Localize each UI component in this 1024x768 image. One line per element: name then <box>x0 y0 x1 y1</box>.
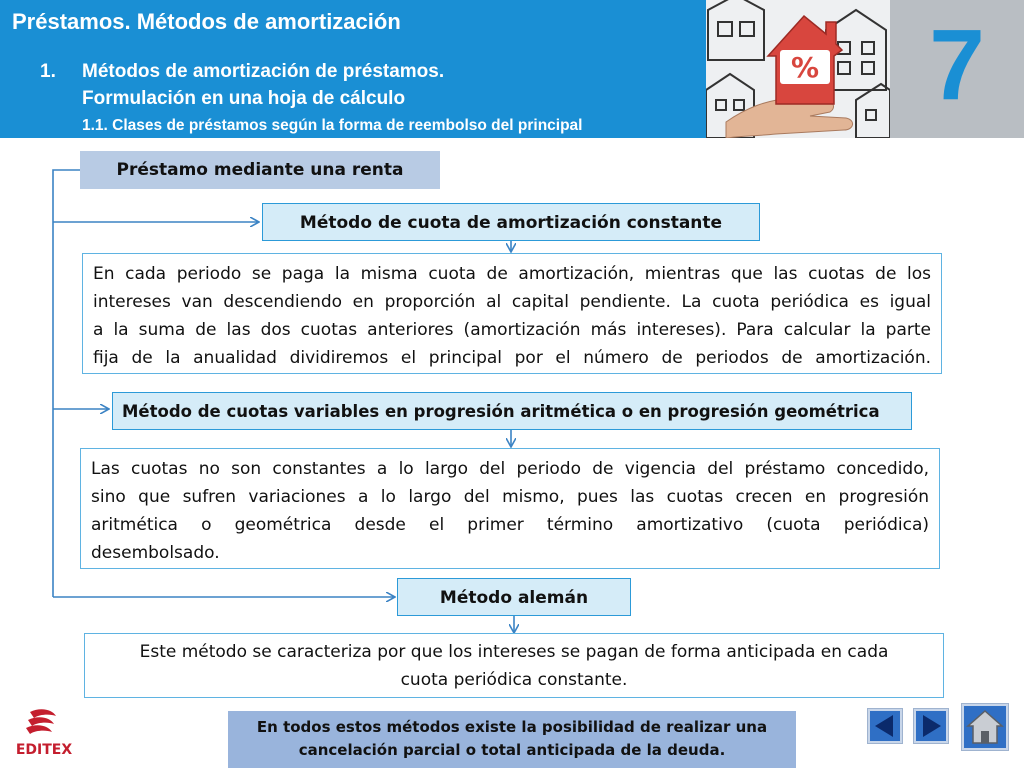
method1-line: intereses van descendiendo en proporción al capital pendiente. La cuota periódica es igual <box>93 292 931 312</box>
method1-title-box: Método de cuota de amortización constante <box>262 203 760 241</box>
footer-note-line1: En todos estos métodos existe la posibilidad de realizar una <box>256 718 768 736</box>
method1-line: a la suma de las dos cuotas anteriores (amortización más intereses). Para calcular la parte <box>93 320 931 340</box>
triangle-left-icon <box>870 711 900 741</box>
section-number: 1. <box>40 61 56 82</box>
method3-line: cuota periódica constante. <box>400 670 628 690</box>
home-icon <box>964 706 1006 748</box>
method2-line: aritmética o geométrica desde el primer término amortizativo (cuota periódica) <box>91 515 929 535</box>
percent-icon: % <box>790 51 820 84</box>
header-photo <box>706 0 890 138</box>
section-title-line2: Formulación en una hoja de cálculo <box>82 88 406 109</box>
next-button[interactable] <box>914 709 948 743</box>
method1-line: fija de la anualidad dividiremos el principal por el número de periodos de amortización. <box>93 348 931 368</box>
method3-description-box <box>84 633 944 698</box>
method1-description-box <box>82 253 942 374</box>
triangle-right-icon <box>916 711 946 741</box>
footer-note-line2: cancelación parcial o total anticipada de la deuda. <box>298 741 726 759</box>
root-box: Préstamo mediante una renta <box>80 151 440 189</box>
home-button[interactable] <box>962 704 1008 750</box>
method2-description-box <box>80 448 940 569</box>
method1-line: En cada periodo se paga la misma cuota de amortización, mientras que las cuotas de los <box>93 264 931 284</box>
section-title-line1: Métodos de amortización de préstamos. <box>82 61 445 82</box>
page-title: Préstamos. Métodos de amortización <box>12 9 401 34</box>
method3-line: Este método se caracteriza por que los intereses se pagan de forma anticipada en cada <box>139 642 889 662</box>
method2-line: Las cuotas no son constantes a lo largo del periodo de vigencia del préstamo concedido, <box>91 459 929 479</box>
previous-button[interactable] <box>868 709 902 743</box>
chapter-badge <box>890 0 1024 138</box>
editex-logo <box>10 708 78 760</box>
trunk-line <box>53 170 80 597</box>
house-percent-illustration <box>706 0 890 138</box>
method2-title-box: Método de cuotas variables en progresión aritmética o en progresión geométrica <box>112 392 912 430</box>
footer-note <box>228 711 796 768</box>
method2-line: sino que sufren variaciones a lo largo del mismo, pues las cuotas crecen en progresión <box>91 487 929 507</box>
method3-title-box: Método alemán <box>397 578 631 616</box>
editex-logo-icon <box>10 708 78 760</box>
logo-text: EDITEX <box>15 742 73 758</box>
subsection-title: 1.1. Clases de préstamos según la forma de reembolso del principal <box>82 117 583 134</box>
method2-line: desembolsado. <box>91 543 220 563</box>
chapter-number: 7 <box>929 9 985 121</box>
